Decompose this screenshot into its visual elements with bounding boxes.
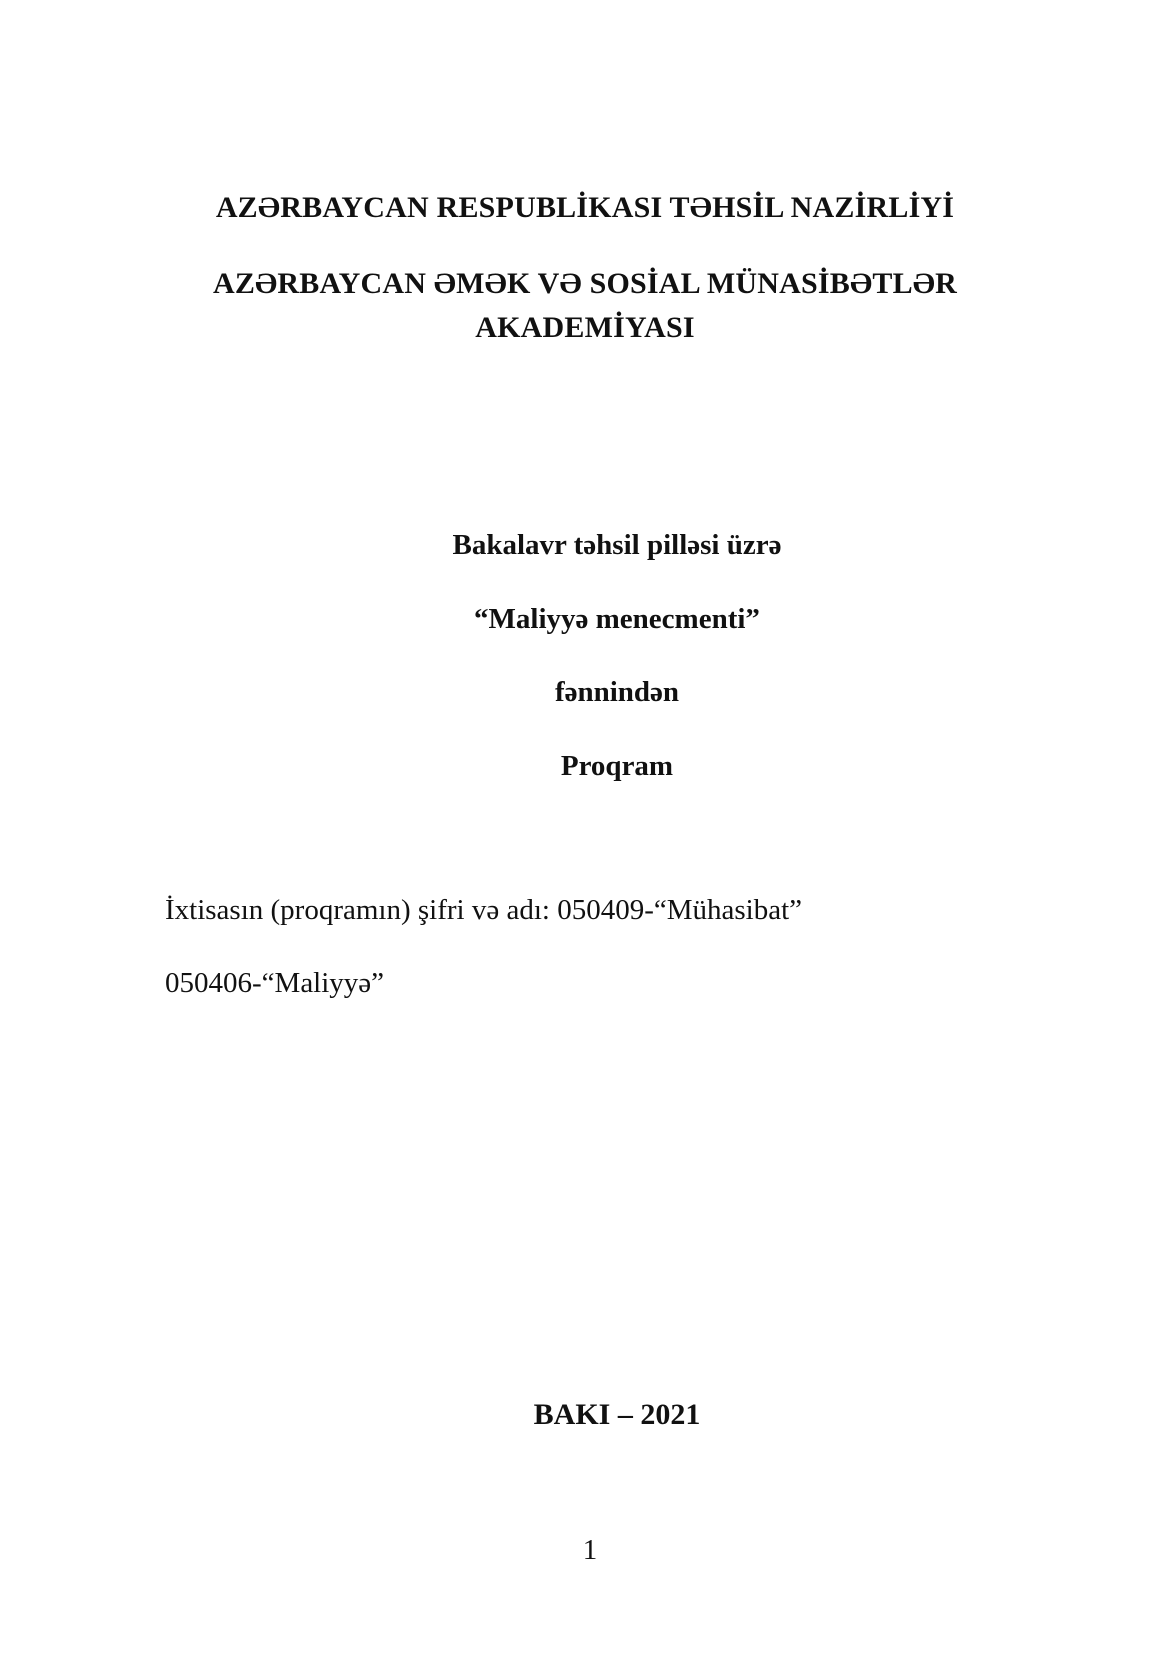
subject-title: “Maliyyə menecmenti” [474,603,760,635]
page-number: 1 [582,1534,598,1566]
specialty-code-line-1: İxtisasın (proqramın) şifri və adı: 050409-“Mühasibat” [165,894,803,926]
academy-heading-line-1: AZƏRBAYCAN ƏMƏK VƏ SOSİAL MÜNASİBƏTLƏR [212,267,958,300]
specialty-code-line-2: 050406-“Maliyyə” [165,967,385,999]
ministry-heading: AZƏRBAYCAN RESPUBLİKASI TƏHSİL NAZİRLİYİ [215,191,955,224]
document-type: Proqram [560,750,674,782]
subject-suffix: fənnindən [554,676,680,708]
academy-heading [150,262,1020,350]
academy-heading-line-2: AKADEMİYASI [475,311,695,344]
education-level: Bakalavr təhsil pilləsi üzrə [452,529,782,561]
city-year: BAKI – 2021 [533,1398,701,1431]
